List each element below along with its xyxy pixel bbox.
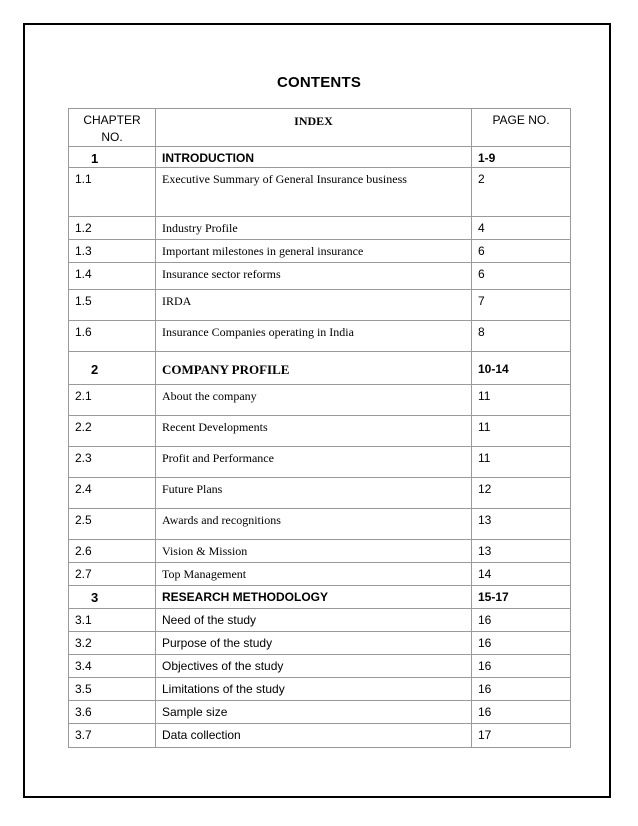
header-chapter-no: CHAPTER NO. [69,109,156,147]
chapter-number: 2.3 [69,447,156,478]
index-entry: Insurance Companies operating in India [156,321,472,352]
page-number: 17 [472,724,571,748]
index-entry: Data collection [156,724,472,748]
section-row [69,586,571,609]
table-row [69,447,571,478]
table-row [69,655,571,678]
table-header-row [69,109,571,147]
index-entry: Purpose of the study [156,632,472,655]
page-number: 15-17 [472,586,571,609]
section-row [69,147,571,168]
chapter-number: 1 [69,147,156,168]
index-entry: Industry Profile [156,217,472,240]
table-row [69,478,571,509]
page-number: 12 [472,478,571,509]
page-number: 16 [472,655,571,678]
table-row [69,240,571,263]
index-entry: Top Management [156,563,472,586]
index-entry: Future Plans [156,478,472,509]
chapter-number: 3.2 [69,632,156,655]
table-row [69,263,571,290]
table-row [69,724,571,748]
index-entry: Important milestones in general insurance [156,240,472,263]
page-number: 16 [472,678,571,701]
index-entry: Executive Summary of General Insurance business [156,168,472,217]
page-number: 16 [472,609,571,632]
index-entry: Limitations of the study [156,678,472,701]
page-number: 11 [472,447,571,478]
table-row [69,290,571,321]
page-number: 7 [472,290,571,321]
chapter-number: 2.5 [69,509,156,540]
chapter-number: 1.5 [69,290,156,321]
chapter-number: 3.1 [69,609,156,632]
index-entry: INTRODUCTION [156,147,472,168]
table-row [69,385,571,416]
index-entry: Profit and Performance [156,447,472,478]
index-entry: Vision & Mission [156,540,472,563]
index-entry: Objectives of the study [156,655,472,678]
page-number: 2 [472,168,571,217]
chapter-number: 2.6 [69,540,156,563]
header-index: INDEX [156,109,472,147]
page-number: 10-14 [472,352,571,385]
chapter-number: 3.5 [69,678,156,701]
page-number: 16 [472,701,571,724]
page-number: 4 [472,217,571,240]
page-number: 1-9 [472,147,571,168]
page-title: CONTENTS [276,74,362,91]
table-row [69,416,571,447]
section-row [69,352,571,385]
table-row [69,321,571,352]
chapter-number: 2 [69,352,156,385]
chapter-number: 1.1 [69,168,156,217]
page-number: 11 [472,385,571,416]
page-number: 14 [472,563,571,586]
chapter-number: 1.2 [69,217,156,240]
index-entry: Need of the study [156,609,472,632]
chapter-number: 3.7 [69,724,156,748]
table-row [69,563,571,586]
index-entry: Awards and recognitions [156,509,472,540]
table-row [69,168,571,217]
table-row [69,701,571,724]
chapter-number: 1.4 [69,263,156,290]
index-entry: RESEARCH METHODOLOGY [156,586,472,609]
table-row [69,609,571,632]
page-number: 6 [472,263,571,290]
table-row [69,509,571,540]
page-number: 16 [472,632,571,655]
chapter-number: 3.6 [69,701,156,724]
index-entry: Recent Developments [156,416,472,447]
chapter-number: 2.1 [69,385,156,416]
table-row [69,540,571,563]
index-entry: COMPANY PROFILE [156,352,472,385]
chapter-number: 3 [69,586,156,609]
page-number: 6 [472,240,571,263]
chapter-number: 1.3 [69,240,156,263]
chapter-number: 2.7 [69,563,156,586]
page-number: 13 [472,509,571,540]
table-row [69,678,571,701]
page-number: 13 [472,540,571,563]
index-entry: Sample size [156,701,472,724]
table-row [69,217,571,240]
index-entry: About the company [156,385,472,416]
index-entry: Insurance sector reforms [156,263,472,290]
index-entry: IRDA [156,290,472,321]
chapter-number: 1.6 [69,321,156,352]
table-row [69,632,571,655]
chapter-number: 2.4 [69,478,156,509]
header-page-no: PAGE NO. [472,109,571,147]
chapter-number: 3.4 [69,655,156,678]
page-number: 11 [472,416,571,447]
page-number: 8 [472,321,571,352]
contents-table [68,108,571,748]
chapter-number: 2.2 [69,416,156,447]
